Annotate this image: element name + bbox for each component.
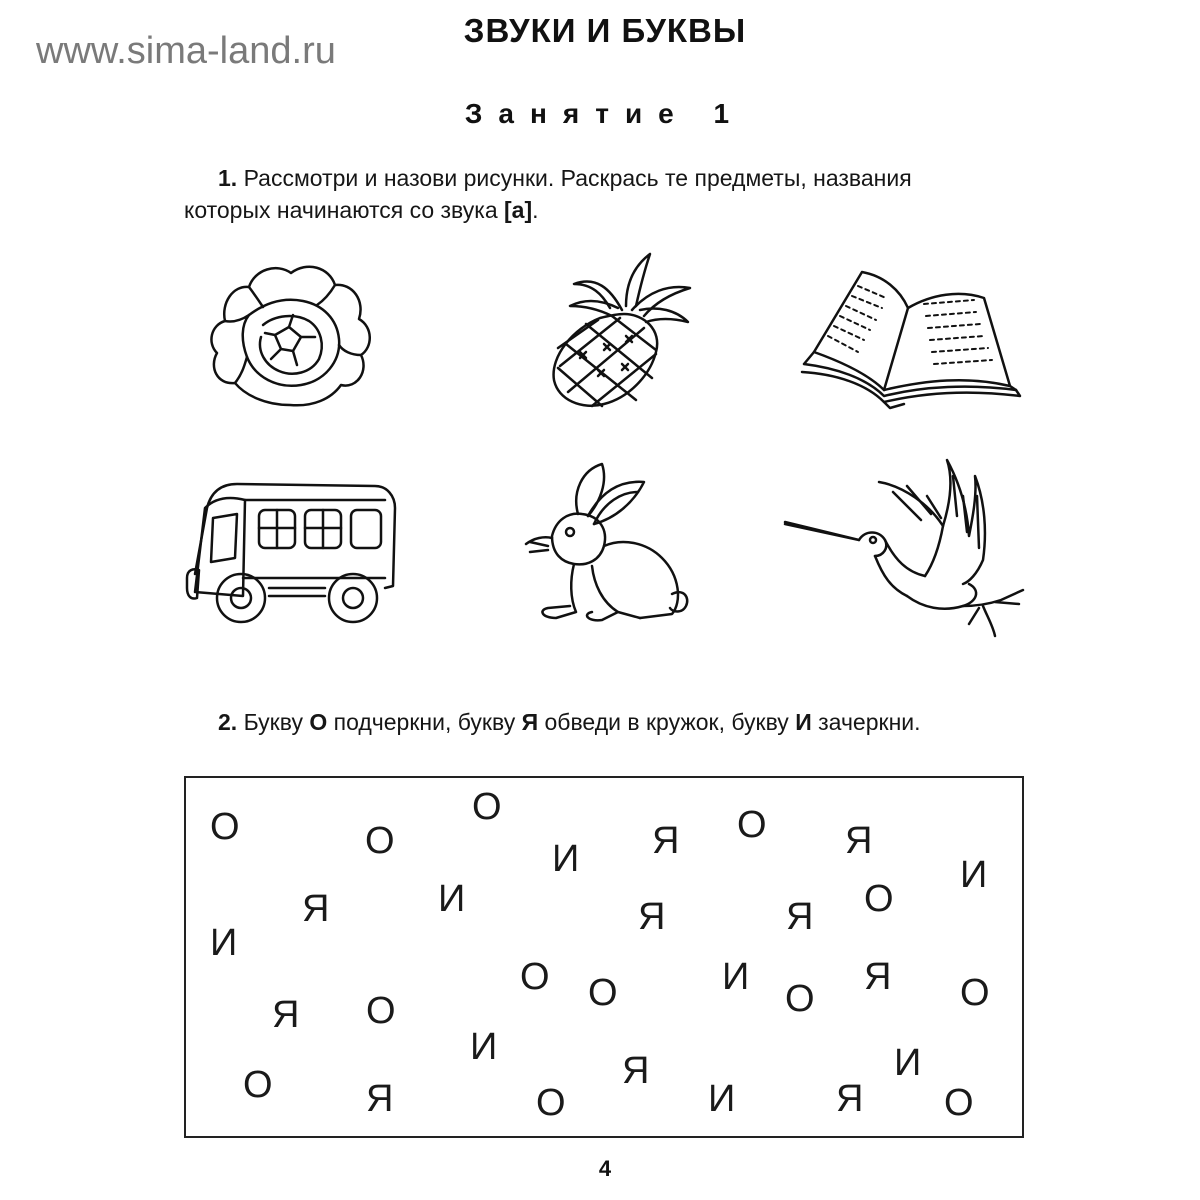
letter[interactable]: Я (272, 994, 300, 1036)
task-2-letter-i: И (795, 709, 812, 735)
task-2-number: 2. (218, 709, 238, 735)
letter[interactable]: И (960, 854, 988, 896)
letter[interactable]: И (894, 1042, 922, 1084)
task-1-text-line1: Рассмотри и назови рисунки. Раскрась те предметы, названия (243, 165, 912, 191)
letter[interactable]: Я (652, 820, 680, 862)
lesson-title: Занятие 1 (464, 98, 746, 129)
letter[interactable]: О (366, 990, 396, 1032)
page-title: ЗВУКИ И БУКВЫ (463, 12, 747, 49)
book-icon[interactable] (800, 268, 1025, 408)
letter[interactable]: И (438, 878, 466, 920)
task-2-instruction (218, 706, 1078, 738)
letter[interactable]: Я (366, 1078, 394, 1120)
pineapple-icon[interactable] (540, 248, 700, 413)
letter[interactable]: Я (302, 888, 330, 930)
letter[interactable]: И (722, 956, 750, 998)
stork-icon[interactable] (783, 456, 1028, 636)
hare-icon[interactable] (522, 462, 692, 632)
task-1-sound: [а] (504, 197, 533, 223)
letter[interactable]: О (536, 1082, 566, 1124)
task-1-period: . (532, 197, 539, 223)
letter[interactable]: О (864, 878, 894, 920)
page-number: 4 (598, 1156, 612, 1181)
task-2-text-1: Букву (243, 709, 310, 735)
letter[interactable]: О (960, 972, 990, 1014)
letter[interactable]: О (472, 786, 502, 828)
task-2-letter-o: О (309, 709, 328, 735)
letter[interactable]: Я (786, 896, 814, 938)
letter[interactable]: О (944, 1082, 974, 1124)
task-1-text-line2: которых начинаются со звука (184, 197, 505, 223)
task-1-instruction (184, 162, 1044, 226)
letter[interactable]: И (470, 1026, 498, 1068)
task-2-letter-ya: Я (521, 709, 539, 735)
letter[interactable]: О (520, 956, 550, 998)
letter[interactable]: О (588, 972, 618, 1014)
letter[interactable]: И (708, 1078, 736, 1120)
task-1-number: 1. (218, 165, 238, 191)
task-2-text-2: подчеркни, букву (327, 709, 522, 735)
site-watermark: www.sima-land.ru (36, 30, 336, 72)
cabbage-icon[interactable] (205, 255, 375, 410)
letter[interactable]: О (785, 978, 815, 1020)
letter[interactable]: О (210, 806, 240, 848)
letter[interactable]: И (210, 922, 238, 964)
letter[interactable]: О (365, 820, 395, 862)
task-2-text-3: обведи в кружок, букву (538, 709, 796, 735)
bus-icon[interactable] (185, 478, 400, 628)
letter[interactable]: Я (845, 820, 873, 862)
letter[interactable]: Я (638, 896, 666, 938)
letter[interactable]: Я (836, 1078, 864, 1120)
task-2-text-4: зачеркни. (811, 709, 921, 735)
letter[interactable]: И (552, 838, 580, 880)
letter[interactable]: О (737, 804, 767, 846)
letter[interactable]: Я (622, 1050, 650, 1092)
letter[interactable]: О (243, 1064, 273, 1106)
letter[interactable]: Я (864, 956, 892, 998)
